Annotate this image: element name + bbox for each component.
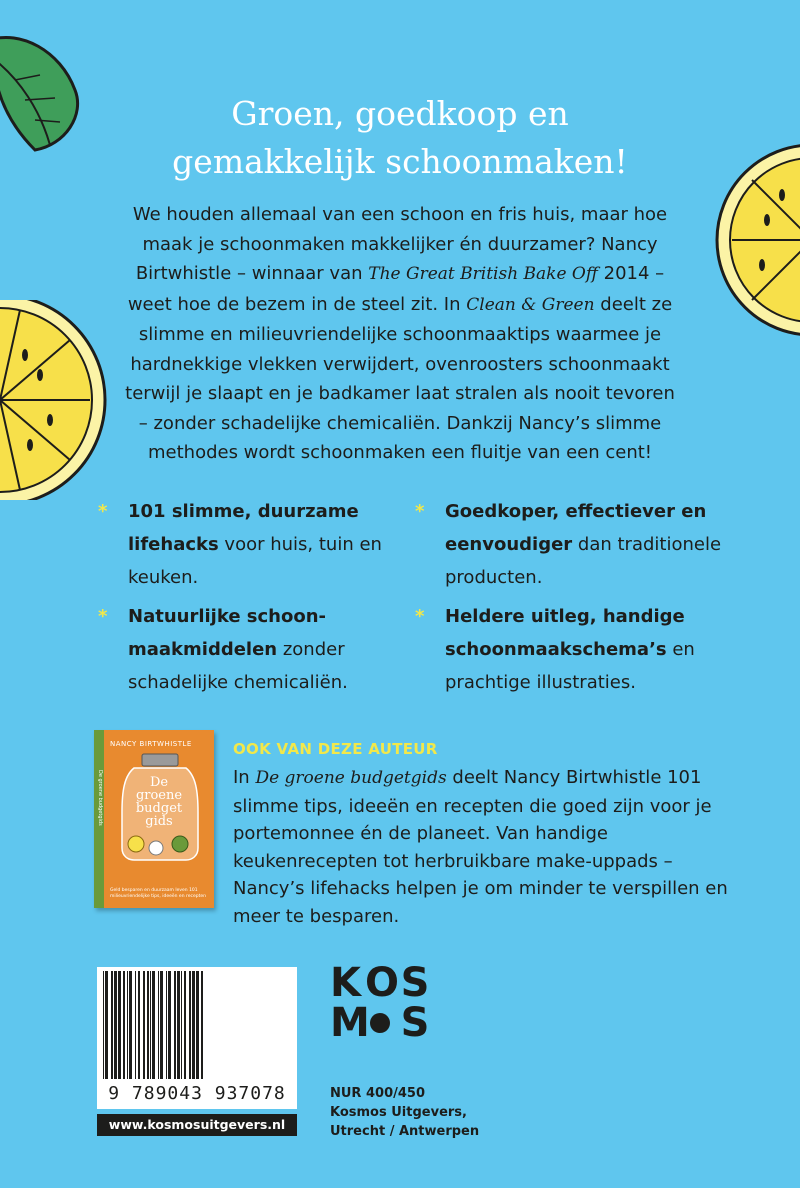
barcode-bar [201,971,203,1079]
intro-text-2: 2014 – weet hoe de bezem in de steel zit. In [127,263,665,315]
also-book-title: De groene budgetgids [255,768,447,788]
bullet-bold-text: 101 slimme, duurzame lifehacks [128,501,359,555]
headline-line-2: gemakkelijk schoonmaken! [172,142,628,181]
publisher-place: Utrecht / Antwerpen [330,1124,480,1139]
also-text-post: deelt Nancy Birtwhistle 101 slimme tips, ideeën en recepten die goed zijn voor je portemonnee én de planeet. Van handige keukenrecepten tot herbruikbare make-uppads – Nancy’s lifehacks helpen je om minder te verspillen en meer te besparen. [233,767,728,927]
star-icon: * [415,606,425,627]
star-icon: * [98,501,108,522]
bullet-text: zonder schadelijke chemicaliën. [128,639,348,693]
logo-letter: M [330,1000,370,1046]
bullet-text: voor huis, tuin en keuken. [128,534,382,588]
kosmos-logo [330,960,430,1046]
book-title-line: budget [135,801,183,816]
barcode [97,967,297,1109]
bullet-text: dan traditionele producten. [445,534,722,588]
barcode-bar [160,971,163,1079]
barcode-bar [184,971,186,1079]
barcode-bar [174,971,176,1079]
barcode-bar [105,971,108,1079]
book-title-line: groene [135,788,183,803]
barcode-bar [192,971,195,1079]
barcode-bar [168,971,171,1079]
logo-letter: O [365,960,400,1006]
barcode-bar [177,971,180,1079]
book-title-line: De [149,775,169,790]
logo-row [330,960,430,1006]
logo-dot-icon [370,1013,390,1033]
book-cover-tagline: Geld besparen en duurzaam leven 101 milieuvriendelijke tips, ideeën en recepten [110,888,206,899]
book-title-line: gids [145,814,173,829]
barcode-bar [127,971,128,1079]
intro-text-1: We houden allemaal van een schoon en fris huis, maar hoe maak je schoonmaken makkelijker én duurzamer? Nancy Birtwhistle – winnaar van [132,204,668,284]
book-cover-author: NANCY BIRTWHISTLE [110,740,192,748]
barcode-bar [114,971,117,1079]
book-cover-title [124,776,194,828]
barcode-bar [181,971,182,1079]
barcode-bar [158,971,159,1079]
barcode-bars [97,967,297,1081]
intro-book-title: Clean & Green [466,294,595,315]
barcode-bar [135,971,136,1079]
barcode-bar [123,971,125,1079]
feature-bullet [415,600,745,699]
logo-row [330,1000,430,1046]
star-icon: * [98,606,108,627]
barcode-bar [189,971,191,1079]
book-spine-title: De groene budgetgids [97,770,103,826]
bottom-margin [0,1188,800,1200]
also-by-author-heading: OOK VAN DEZE AUTEUR [233,740,438,758]
barcode-bar [150,971,151,1079]
barcode-bar [129,971,132,1079]
publisher-info [330,1084,479,1141]
other-book-cover [94,730,214,908]
bullet-bold-text: Heldere uitleg, handige schoonmaakschema’s [445,606,685,660]
feature-bullet [98,495,398,594]
barcode-bar [111,971,113,1079]
intro-text-3: deelt ze slimme en milieuvriendelijke schoonmaaktips waarmee je hardnekkige vlekken verwijdert, ovenroosters schoonmaakt terwijl je slaapt en je badkamer laat stralen als nooit tevoren – zonder schadelijke chemicaliën. Dankzij Nancy’s slimme methodes wordt schoonmaken een fluitje van een cent! [125,293,675,463]
bullet-bold-text: Natuurlijke schoon-maakmiddelen [128,606,327,660]
publisher-website: www.kosmosuitgevers.nl [97,1114,297,1136]
nur-code: NUR 400/450 [330,1086,425,1101]
star-icon: * [415,501,425,522]
publisher-name: Kosmos Uitgevers, [330,1105,467,1120]
barcode-bar [152,971,155,1079]
barcode-bar [166,971,167,1079]
lemon-slice-illustration [0,300,120,500]
barcode-bar [143,971,145,1079]
headline-line-1: Groen, goedkoop en [231,94,569,133]
logo-letter: S [400,1000,430,1046]
also-text-pre: In [233,767,256,788]
also-by-author-text [233,764,733,930]
barcode-bar [196,971,199,1079]
feature-bullet [98,600,398,699]
feature-bullet [415,495,745,594]
barcode-bar [103,971,104,1079]
barcode-bar [147,971,149,1079]
intro-show-title: The Great British Bake Off [368,264,598,284]
logo-letter: K [330,960,361,1006]
cover-headline [0,90,800,186]
bullet-bold-text: Goedkoper, effectiever en eenvoudiger [445,501,707,555]
barcode-bar [118,971,121,1079]
isbn-number: 9 789043 937078 [108,1083,286,1104]
barcode-bar [138,971,140,1079]
intro-paragraph [125,200,675,468]
logo-letter: S [400,960,430,1006]
bullet-text: en prachtige illustraties. [445,639,695,693]
